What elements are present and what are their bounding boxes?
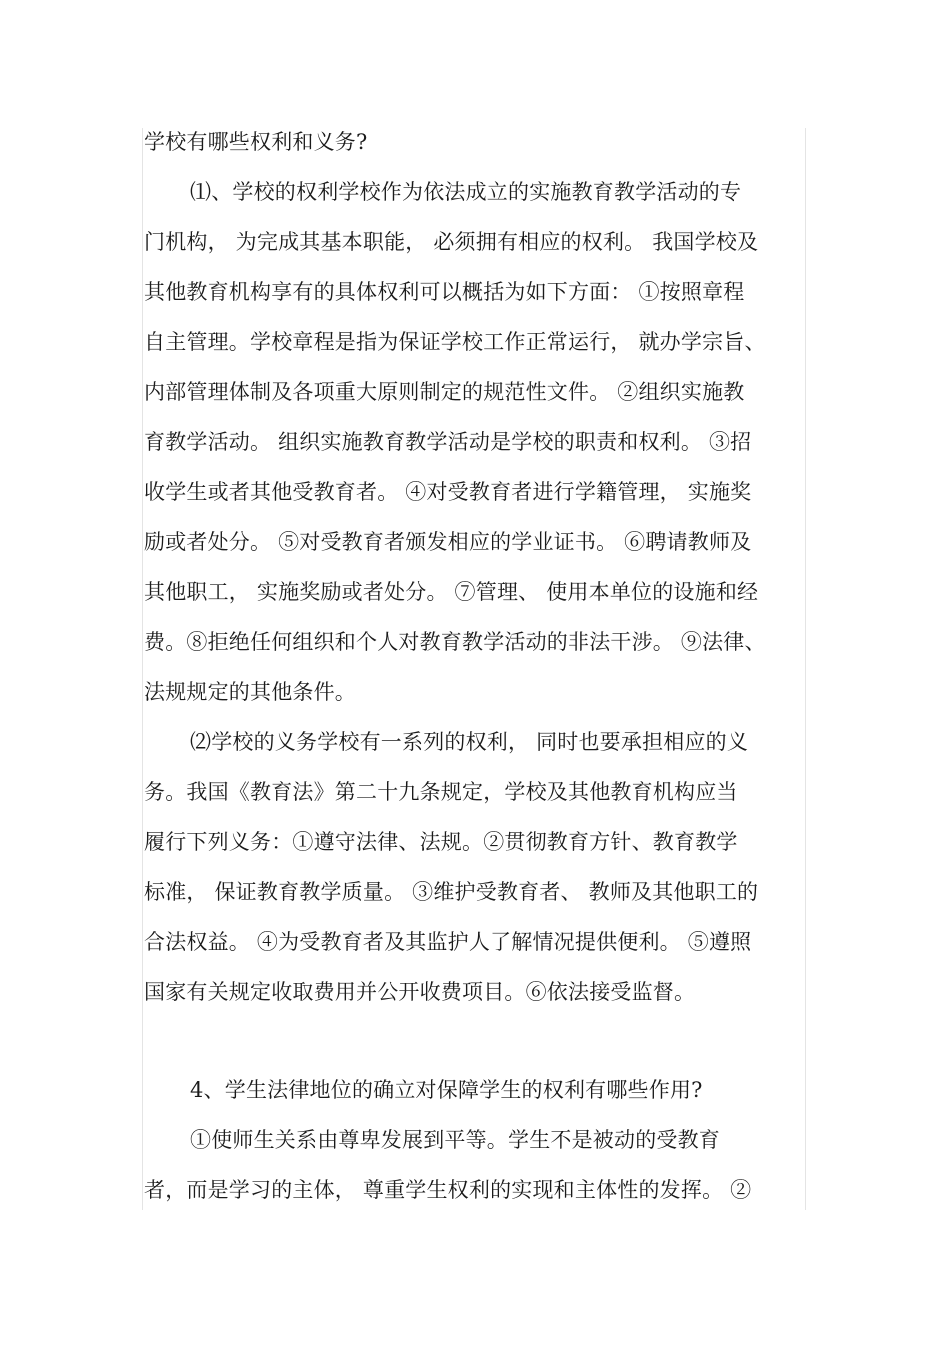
text-line: ①使师生关系由尊卑发展到平等。学生不是被动的受教育 bbox=[190, 1128, 720, 1152]
text-line: 费。⑧拒绝任何组织和个人对教育教学活动的非法干涉。 ⑨法律、 bbox=[144, 630, 766, 654]
text-line: 其他教育机构享有的具体权利可以概括为如下方面： ①按照章程 bbox=[144, 280, 745, 304]
text-line: 内部管理体制及各项重大原则制定的规范性文件。 ②组织实施教 bbox=[144, 380, 745, 404]
text-line: 自主管理。学校章程是指为保证学校工作正常运行， 就办学宗旨、 bbox=[144, 330, 766, 354]
text-line: ⑵学校的义务学校有一系列的权利， 同时也要承担相应的义 bbox=[190, 730, 749, 754]
text-line: 其他职工， 实施奖励或者处分。 ⑦管理、 使用本单位的设施和经 bbox=[144, 580, 759, 604]
text-line: ⑴、学校的权利学校作为依法成立的实施教育教学活动的专 bbox=[190, 180, 742, 204]
text-line-question-4: 4、学生法律地位的确立对保障学生的权利有哪些作用? bbox=[190, 1078, 703, 1102]
text-line: 励或者处分。 ⑤对受教育者颁发相应的学业证书。 ⑥聘请教师及 bbox=[144, 530, 752, 554]
text-line: 国家有关规定收取费用并公开收费项目。⑥依法接受监督。 bbox=[144, 980, 696, 1004]
text-line-question-1: 学校有哪些权利和义务? bbox=[144, 130, 368, 154]
text-line: 标准， 保证教育教学质量。 ③维护受教育者、 教师及其他职工的 bbox=[144, 880, 759, 904]
text-line: 育教学活动。 组织实施教育教学活动是学校的职责和权利。 ③招 bbox=[144, 430, 752, 454]
text-line: 务。我国《教育法》第二十九条规定，学校及其他教育机构应当 bbox=[144, 780, 738, 804]
text-line: 法规规定的其他条件。 bbox=[144, 680, 356, 704]
text-line: 者，而是学习的主体， 尊重学生权利的实现和主体性的发挥。 ② bbox=[144, 1178, 752, 1202]
text-line: 合法权益。 ④为受教育者及其监护人了解情况提供便利。 ⑤遵照 bbox=[144, 930, 752, 954]
text-line: 收学生或者其他受教育者。 ④对受教育者进行学籍管理， 实施奖 bbox=[144, 480, 752, 504]
text-line: 履行下列义务：①遵守法律、法规。②贯彻教育方针、教育教学 bbox=[144, 830, 738, 854]
text-line: 门机构， 为完成其基本职能， 必须拥有相应的权利。 我国学校及 bbox=[144, 230, 759, 254]
